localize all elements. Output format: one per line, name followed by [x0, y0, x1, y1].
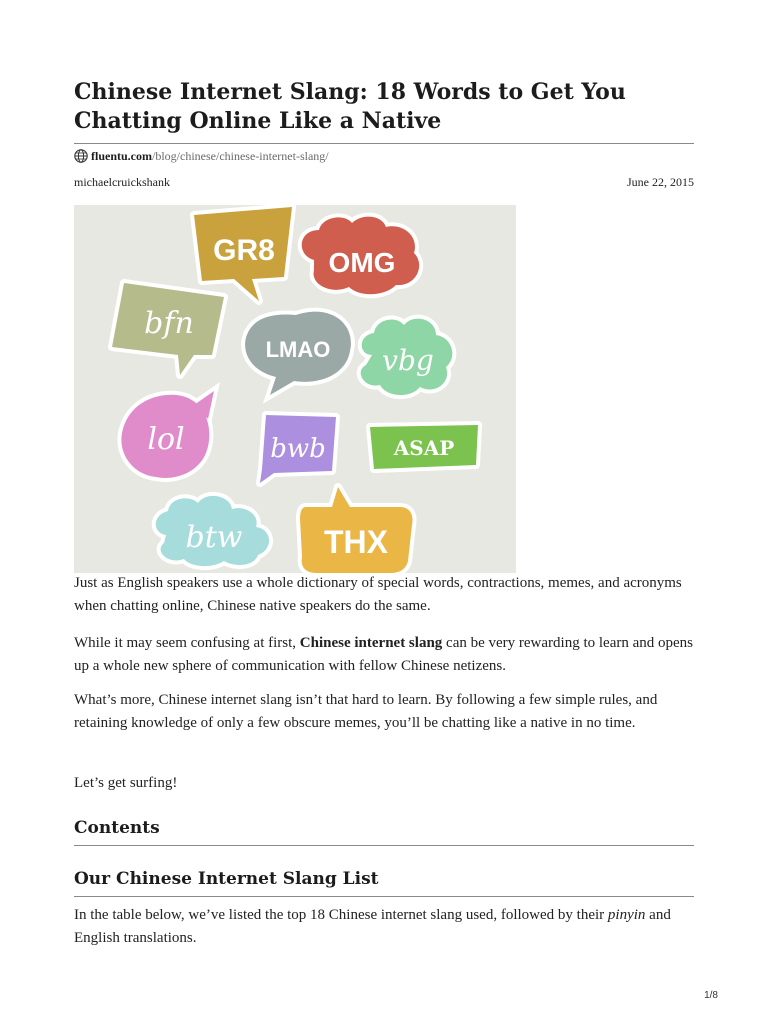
bubble-bwb [260, 415, 336, 483]
slang-list-divider [74, 896, 694, 897]
globe-icon [74, 149, 88, 163]
p5-text-c: and English translations. [74, 907, 671, 946]
author-name: michaelcruickshank [74, 175, 170, 189]
easy-to-learn-paragraph: What’s more, Chinese internet slang isn’t that hard to learn. By following a few simple rules, and retaining knowledge of only a few obscure memes, you’ll be chatting like a native in no time. [74, 692, 658, 731]
source-url[interactable] [74, 148, 329, 164]
contents-divider [74, 845, 694, 846]
intro-paragraph: Just as English speakers use a whole dictionary of special words, contractions, memes, and acronyms when chatting online, Chinese native speakers do the same. [74, 575, 682, 614]
table-intro-paragraph [74, 904, 694, 950]
bubble-asap [370, 425, 478, 469]
publish-date: June 22, 2015 [627, 175, 694, 189]
bubble-btw-label: btw [185, 520, 243, 555]
bubble-lol [121, 391, 214, 478]
p2-keyword: Chinese internet slang [299, 635, 443, 651]
bubble-omg [302, 217, 419, 295]
bubble-lol-label: lol [147, 422, 185, 457]
bubble-lmao-label: LMAO [265, 337, 331, 362]
p5-text-a: In the table below, we’ve listed the top 18 Chinese internet slang used, followed by their [74, 907, 608, 923]
bubble-gr8-label: GR8 [213, 234, 275, 267]
url-domain[interactable]: fluentu.com [91, 149, 152, 163]
bubble-asap-label: ASAP [393, 436, 455, 460]
pinyin-term: pinyin [607, 907, 646, 923]
article-meta [74, 174, 694, 190]
bubble-vbg-label: vbg [382, 344, 434, 377]
title-divider [74, 143, 694, 144]
bubble-bwb-label: bwb [270, 434, 326, 464]
bubble-vbg [361, 319, 453, 395]
surfing-paragraph: Let’s get surfing! [74, 775, 178, 791]
p2-text-c: can be very rewarding to learn and opens up a whole new sphere of communication with fellow Chinese netizens. [74, 635, 694, 674]
hero-image [74, 205, 516, 573]
bubble-thx-label: THX [324, 524, 388, 560]
confusing-paragraph [74, 632, 694, 678]
bubble-bfn-label: bfn [144, 306, 194, 341]
slang-list-heading: Our Chinese Internet Slang List [74, 869, 379, 889]
url-path[interactable]: /blog/chinese/chinese-internet-slang/ [152, 149, 329, 163]
bubble-omg-label: OMG [328, 247, 396, 278]
hero-background [74, 205, 516, 573]
page-number: 1/8 [704, 990, 718, 1001]
contents-heading: Contents [74, 818, 160, 838]
p2-text-a: While it may seem confusing at first, [74, 635, 300, 651]
article-title: Chinese Internet Slang: 18 Words to Get You Chatting Online Like a Native [74, 79, 626, 134]
